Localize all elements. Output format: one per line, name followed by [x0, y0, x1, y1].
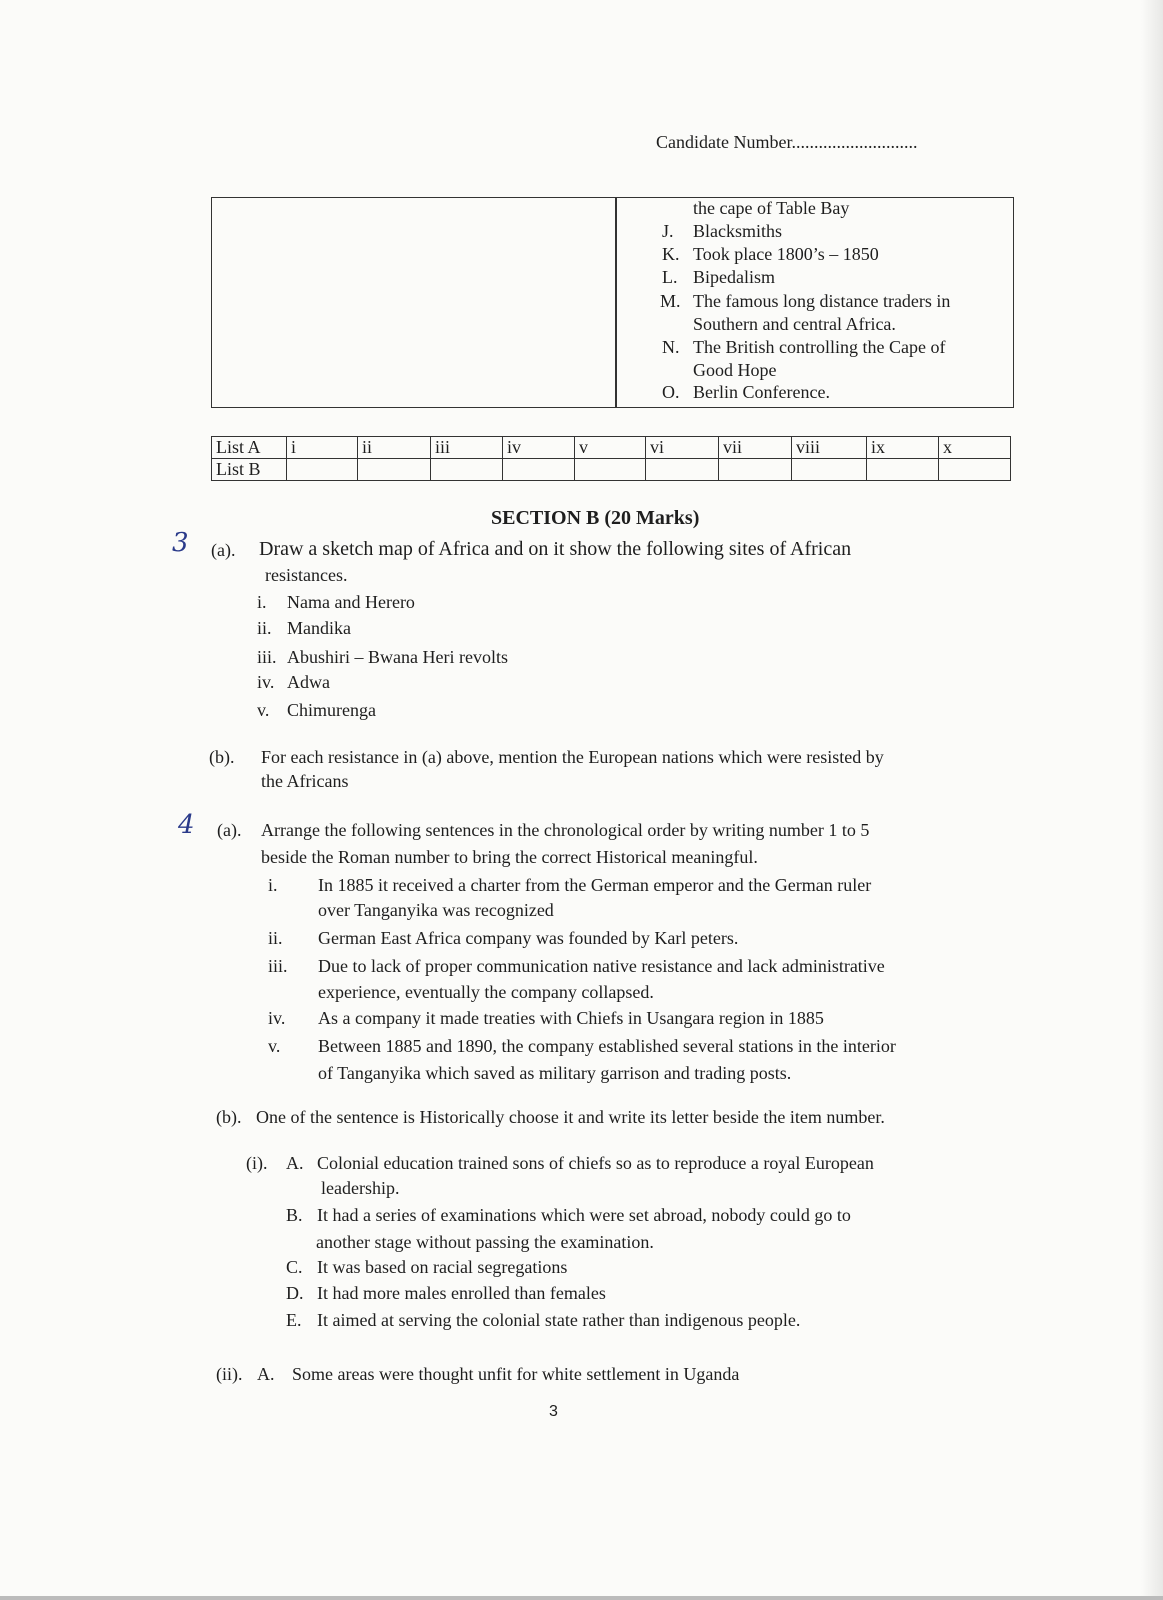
option-text: It was based on racial segregations — [317, 1257, 568, 1277]
column-header: iii — [431, 437, 503, 459]
answer-cell[interactable] — [867, 459, 939, 481]
handwritten-question-number: 4 — [178, 810, 195, 840]
item-text: German East Africa company was founded by Karl peters. — [318, 928, 739, 948]
part-label: (b). — [216, 1107, 242, 1127]
part-label: (b). — [209, 747, 235, 767]
item-number: iii. — [268, 956, 288, 976]
option-text: another stage without passing the examination. — [316, 1232, 654, 1252]
list-item: the cape of Table Bay — [693, 198, 850, 218]
question-text: For each resistance in (a) above, mention the European nations which were resisted by — [261, 747, 884, 767]
column-header: iv — [503, 437, 575, 459]
question-text: beside the Roman number to bring the correct Historical meaningful. — [261, 847, 758, 867]
table-row — [212, 459, 1011, 481]
table-row — [212, 437, 1011, 459]
part-label: (a). — [211, 540, 236, 560]
list-item-letter: J. — [662, 221, 674, 241]
item-number: ii. — [268, 928, 283, 948]
item-number: v. — [257, 700, 270, 720]
item-number: ii. — [257, 618, 272, 638]
list-item: Bipedalism — [693, 267, 775, 287]
sub-question-label: (i). — [246, 1153, 268, 1173]
column-header: vii — [719, 437, 792, 459]
section-heading: SECTION B (20 Marks) — [491, 507, 700, 529]
item-text: Due to lack of proper communication native resistance and lack administrative — [318, 956, 885, 976]
item-text: Chimurenga — [287, 700, 376, 720]
item-text: experience, eventually the company collapsed. — [318, 982, 654, 1002]
option-text: Colonial education trained sons of chiefs so as to reproduce a royal European — [317, 1153, 874, 1173]
column-header: v — [575, 437, 646, 459]
list-item: Blacksmiths — [693, 221, 782, 241]
option-text: It aimed at serving the colonial state rather than indigenous people. — [317, 1310, 801, 1330]
column-header: x — [939, 437, 1011, 459]
item-text: Mandika — [287, 618, 351, 638]
question-text: the Africans — [261, 771, 349, 791]
item-number: iv. — [257, 672, 275, 692]
answer-cell[interactable] — [792, 459, 867, 481]
column-header: ix — [867, 437, 939, 459]
sub-question-label: (ii). — [216, 1364, 243, 1384]
item-text: of Tanganyika which saved as military garrison and trading posts. — [318, 1063, 792, 1083]
list-item: The British controlling the Cape of — [693, 337, 946, 357]
option-text: It had a series of examinations which were set abroad, nobody could go to — [317, 1205, 851, 1225]
option-letter: C. — [286, 1257, 303, 1277]
column-header: viii — [792, 437, 867, 459]
list-item-letter: O. — [662, 382, 680, 402]
answer-cell[interactable] — [939, 459, 1011, 481]
list-item: Berlin Conference. — [693, 382, 830, 402]
list-item: Took place 1800’s – 1850 — [693, 244, 879, 264]
list-item: Southern and central Africa. — [693, 314, 896, 334]
question-text: resistances. — [265, 565, 348, 585]
item-text: In 1885 it received a charter from the German emperor and the German ruler — [318, 875, 872, 895]
question-text: Arrange the following sentences in the chronological order by writing number 1 to 5 — [261, 820, 870, 840]
item-number: iii. — [257, 647, 277, 667]
handwritten-question-number: 3 — [172, 528, 189, 558]
column-header: i — [287, 437, 358, 459]
answer-cell[interactable] — [358, 459, 431, 481]
option-letter: A. — [257, 1364, 275, 1384]
row-label: List B — [212, 459, 287, 481]
question-text: One of the sentence is Historically choose it and write its letter beside the item number. — [256, 1107, 885, 1127]
scan-bottom-edge — [0, 1596, 1163, 1600]
scan-edge — [1141, 0, 1163, 1600]
item-text: Abushiri – Bwana Heri revolts — [287, 647, 508, 667]
answer-cell[interactable] — [431, 459, 503, 481]
list-item-letter: K. — [662, 244, 680, 264]
list-item: The famous long distance traders in — [693, 291, 951, 311]
item-text: Nama and Herero — [287, 592, 415, 612]
row-label: List A — [212, 437, 287, 459]
list-item: Good Hope — [693, 360, 777, 380]
answer-cell[interactable] — [575, 459, 646, 481]
answer-cell[interactable] — [287, 459, 358, 481]
option-text: It had more males enrolled than females — [317, 1283, 606, 1303]
option-letter: E. — [286, 1310, 302, 1330]
option-letter: A. — [286, 1153, 304, 1173]
question-text: Draw a sketch map of Africa and on it show the following sites of African — [259, 538, 852, 560]
list-item-letter: L. — [662, 267, 678, 287]
matching-box-divider — [615, 197, 617, 407]
item-text: Between 1885 and 1890, the company established several stations in the interior — [318, 1036, 896, 1056]
candidate-number-label: Candidate Number............................ — [656, 132, 918, 152]
option-text: Some areas were thought unfit for white settlement in Uganda — [292, 1364, 740, 1384]
item-text: over Tanganyika was recognized — [318, 900, 554, 920]
item-number: i. — [268, 875, 278, 895]
list-item-letter: M. — [660, 291, 681, 311]
answer-cell[interactable] — [719, 459, 792, 481]
option-letter: D. — [286, 1283, 304, 1303]
option-letter: B. — [286, 1205, 303, 1225]
page-number: 3 — [549, 1403, 558, 1420]
item-number: i. — [257, 592, 267, 612]
column-header: ii — [358, 437, 431, 459]
item-number: v. — [268, 1036, 281, 1056]
answer-cell[interactable] — [503, 459, 575, 481]
item-text: As a company it made treaties with Chiefs in Usangara region in 1885 — [318, 1008, 824, 1028]
answer-table — [211, 436, 1011, 481]
part-label: (a). — [217, 820, 242, 840]
list-item-letter: N. — [662, 337, 680, 357]
answer-cell[interactable] — [646, 459, 719, 481]
column-header: vi — [646, 437, 719, 459]
item-text: Adwa — [287, 672, 330, 692]
item-number: iv. — [268, 1008, 286, 1028]
option-text: leadership. — [321, 1178, 400, 1198]
